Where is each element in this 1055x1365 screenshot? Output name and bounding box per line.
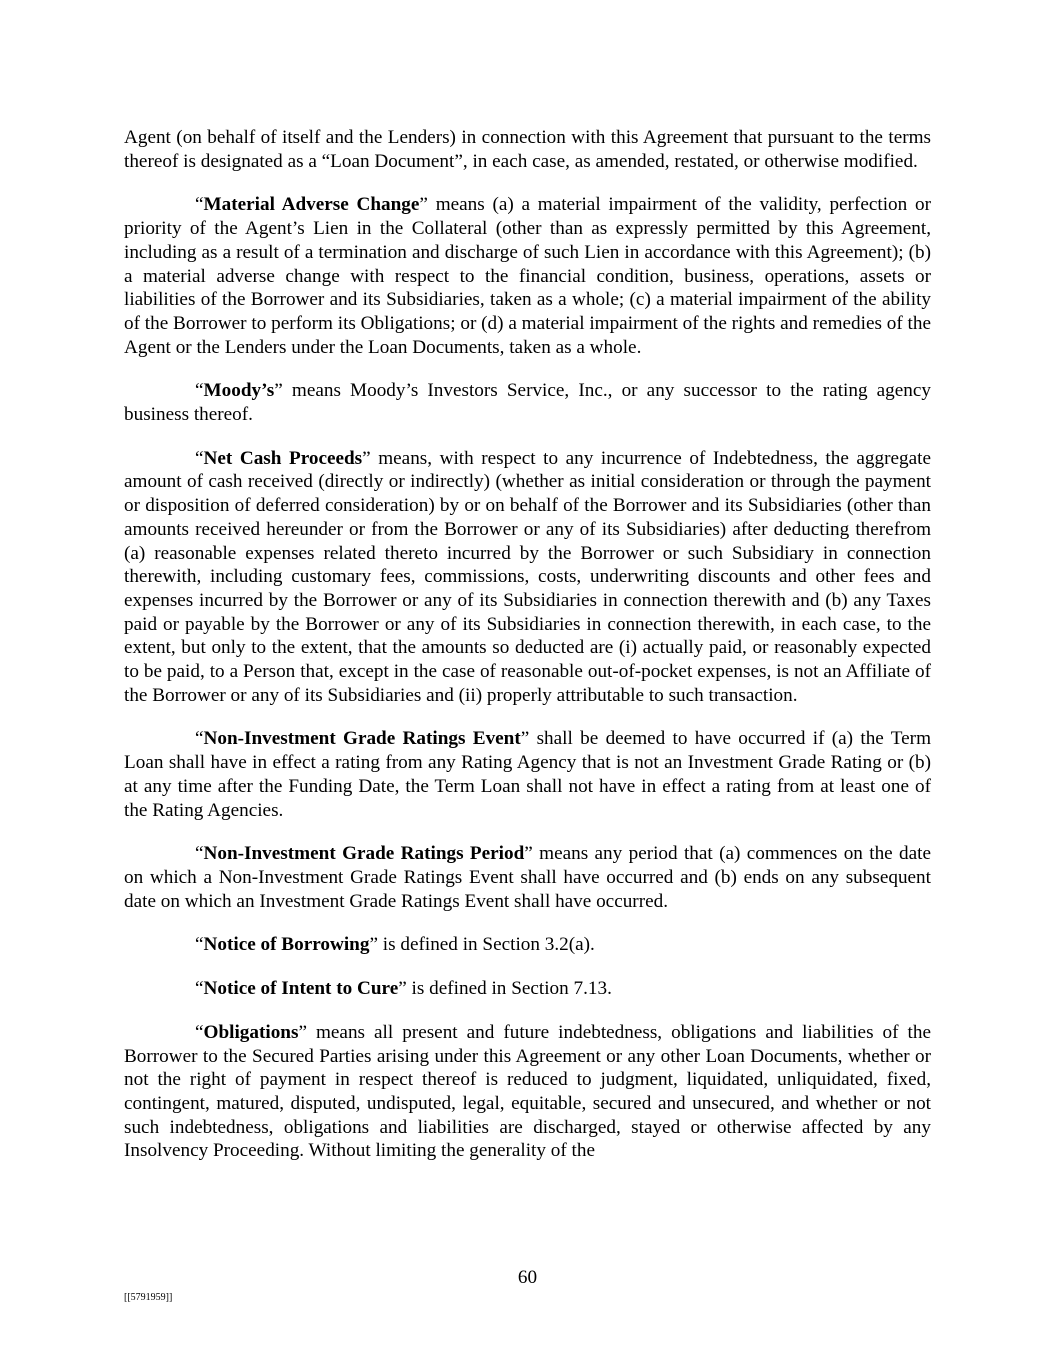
defined-term: Notice of Intent to Cure <box>203 978 399 1000</box>
close-quote: ” <box>369 934 378 956</box>
open-quote: “ <box>195 978 204 1000</box>
definition-notice-of-borrowing <box>124 933 931 957</box>
opening-paragraph: Agent (on behalf of itself and the Lenders) in connection with this Agreement that pursuant to the terms thereof is designated as a “Loan Document”, in each case, as amended, restated, or otherwise modified. <box>124 127 931 172</box>
close-quote: ” <box>298 1021 307 1043</box>
open-quote: “ <box>195 843 204 865</box>
definition-text: means, with respect to any incurrence of Indebtedness, the aggregate amount of cash received (directly or indirectly) (whether as initial consideration or through the payment or disposition of deferred consideration) by or on behalf of the Borrower and its Subsidiaries (other than amounts received hereunder or from the Borrower or any of its Subsidiaries) after deducting therefrom (a) reasonable expenses related thereto incurred by the Borrower or such Subsidiary in connection therewith, including customary fees, commissions, costs, underwriting discounts and other fees and expenses incurred by the Borrower or any of its Subsidiaries in connection therewith and (b) any Taxes paid or payable by the Borrower or any of its Subsidiaries in connection therewith, in each case, to the extent, but only to the extent, that the amounts so deducted are (i) actually paid, or reasonably expected to be paid, to a Person that, except in the case of reasonable out-of-pocket expenses, is not an Affiliate of the Borrower or any of its Subsidiaries and (ii) properly attributable to such transaction. <box>124 447 931 706</box>
defined-term: Notice of Borrowing <box>203 934 370 956</box>
close-quote: ” <box>362 447 371 469</box>
definition-text: means (a) a material impairment of the validity, perfection or priority of the Agent’s Lien in the Collateral (other than as expressly permitted by this Agreement, including as a result of a termination and discharge of such Lien in accordance with this Agreement); (b) a material adverse change with respect to the financial condition, business, operations, assets or liabilities of the Borrower and its Subsidiaries, taken as a whole; (c) a material impairment of the ability of the Borrower to perform its Obligations; or (d) a material impairment of the rights and remedies of the Agent or the Lenders under the Loan Documents, taken as a whole. <box>124 194 931 358</box>
open-quote: “ <box>195 447 204 469</box>
definition-text: shall be deemed to have occurred if (a) the Term Loan shall have in effect a rating from any Rating Agency that is not an Investment Grade Rating or (b) at any time after the Funding Date, the Term Loan shall not have in effect a rating from at least one of the Rating Agencies. <box>124 728 931 821</box>
definition-notice-of-intent-to-cure <box>124 977 931 1001</box>
definition-non-investment-grade-ratings-period <box>124 842 931 913</box>
document-body <box>124 126 931 1183</box>
close-quote: ” <box>274 380 283 402</box>
definition-text: is defined in Section 3.2(a). <box>377 934 595 956</box>
open-quote: “ <box>195 1021 204 1043</box>
close-quote: ” <box>520 728 530 750</box>
definition-text: is defined in Section 7.13. <box>406 978 612 1000</box>
close-quote: ” <box>419 194 428 216</box>
open-quote: “ <box>195 194 204 216</box>
definition-text: means Moody’s Investors Service, Inc., or any successor to the rating agency business thereof. <box>124 380 931 426</box>
definition-moodys <box>124 379 931 426</box>
close-quote: ” <box>524 843 533 865</box>
definition-text: means all present and future indebtedness, obligations and liabilities of the Borrower to the Secured Parties arising under this Agreement or any other Loan Documents, whether or not the right of payment in respect thereof is reduced to judgment, liquidated, unliquidated, fixed, contingent, matured, disputed, undisputed, legal, equitable, secured and unsecured, and whether or not such indebtedness, obligations and liabilities are discharged, stayed or otherwise affected by any Insolvency Proceeding. Without limiting the generality of the <box>124 1021 931 1162</box>
defined-term: Non-Investment Grade Ratings Period <box>203 843 525 865</box>
definition-obligations <box>124 1021 931 1163</box>
defined-term: Net Cash Proceeds <box>203 447 363 469</box>
open-quote: “ <box>195 934 204 956</box>
open-quote: “ <box>195 728 204 750</box>
defined-term: Material Adverse Change <box>203 194 420 216</box>
definition-text: means any period that (a) commences on the date on which a Non-Investment Grade Ratings Event shall have occurred and (b) ends on any subsequent date on which an Investment Grade Ratings Event shall have occurred. <box>124 843 931 912</box>
open-quote: “ <box>195 380 204 402</box>
definition-non-investment-grade-ratings-event <box>124 727 931 822</box>
document-id: [[5791959]] <box>124 1292 173 1303</box>
close-quote: ” <box>398 978 407 1000</box>
definition-material-adverse-change <box>124 193 931 359</box>
definition-net-cash-proceeds <box>124 447 931 708</box>
defined-term: Non-Investment Grade Ratings Event <box>203 728 521 750</box>
defined-term: Moody’s <box>203 380 275 402</box>
page-number: 60 <box>517 1267 538 1288</box>
defined-term: Obligations <box>203 1021 299 1043</box>
